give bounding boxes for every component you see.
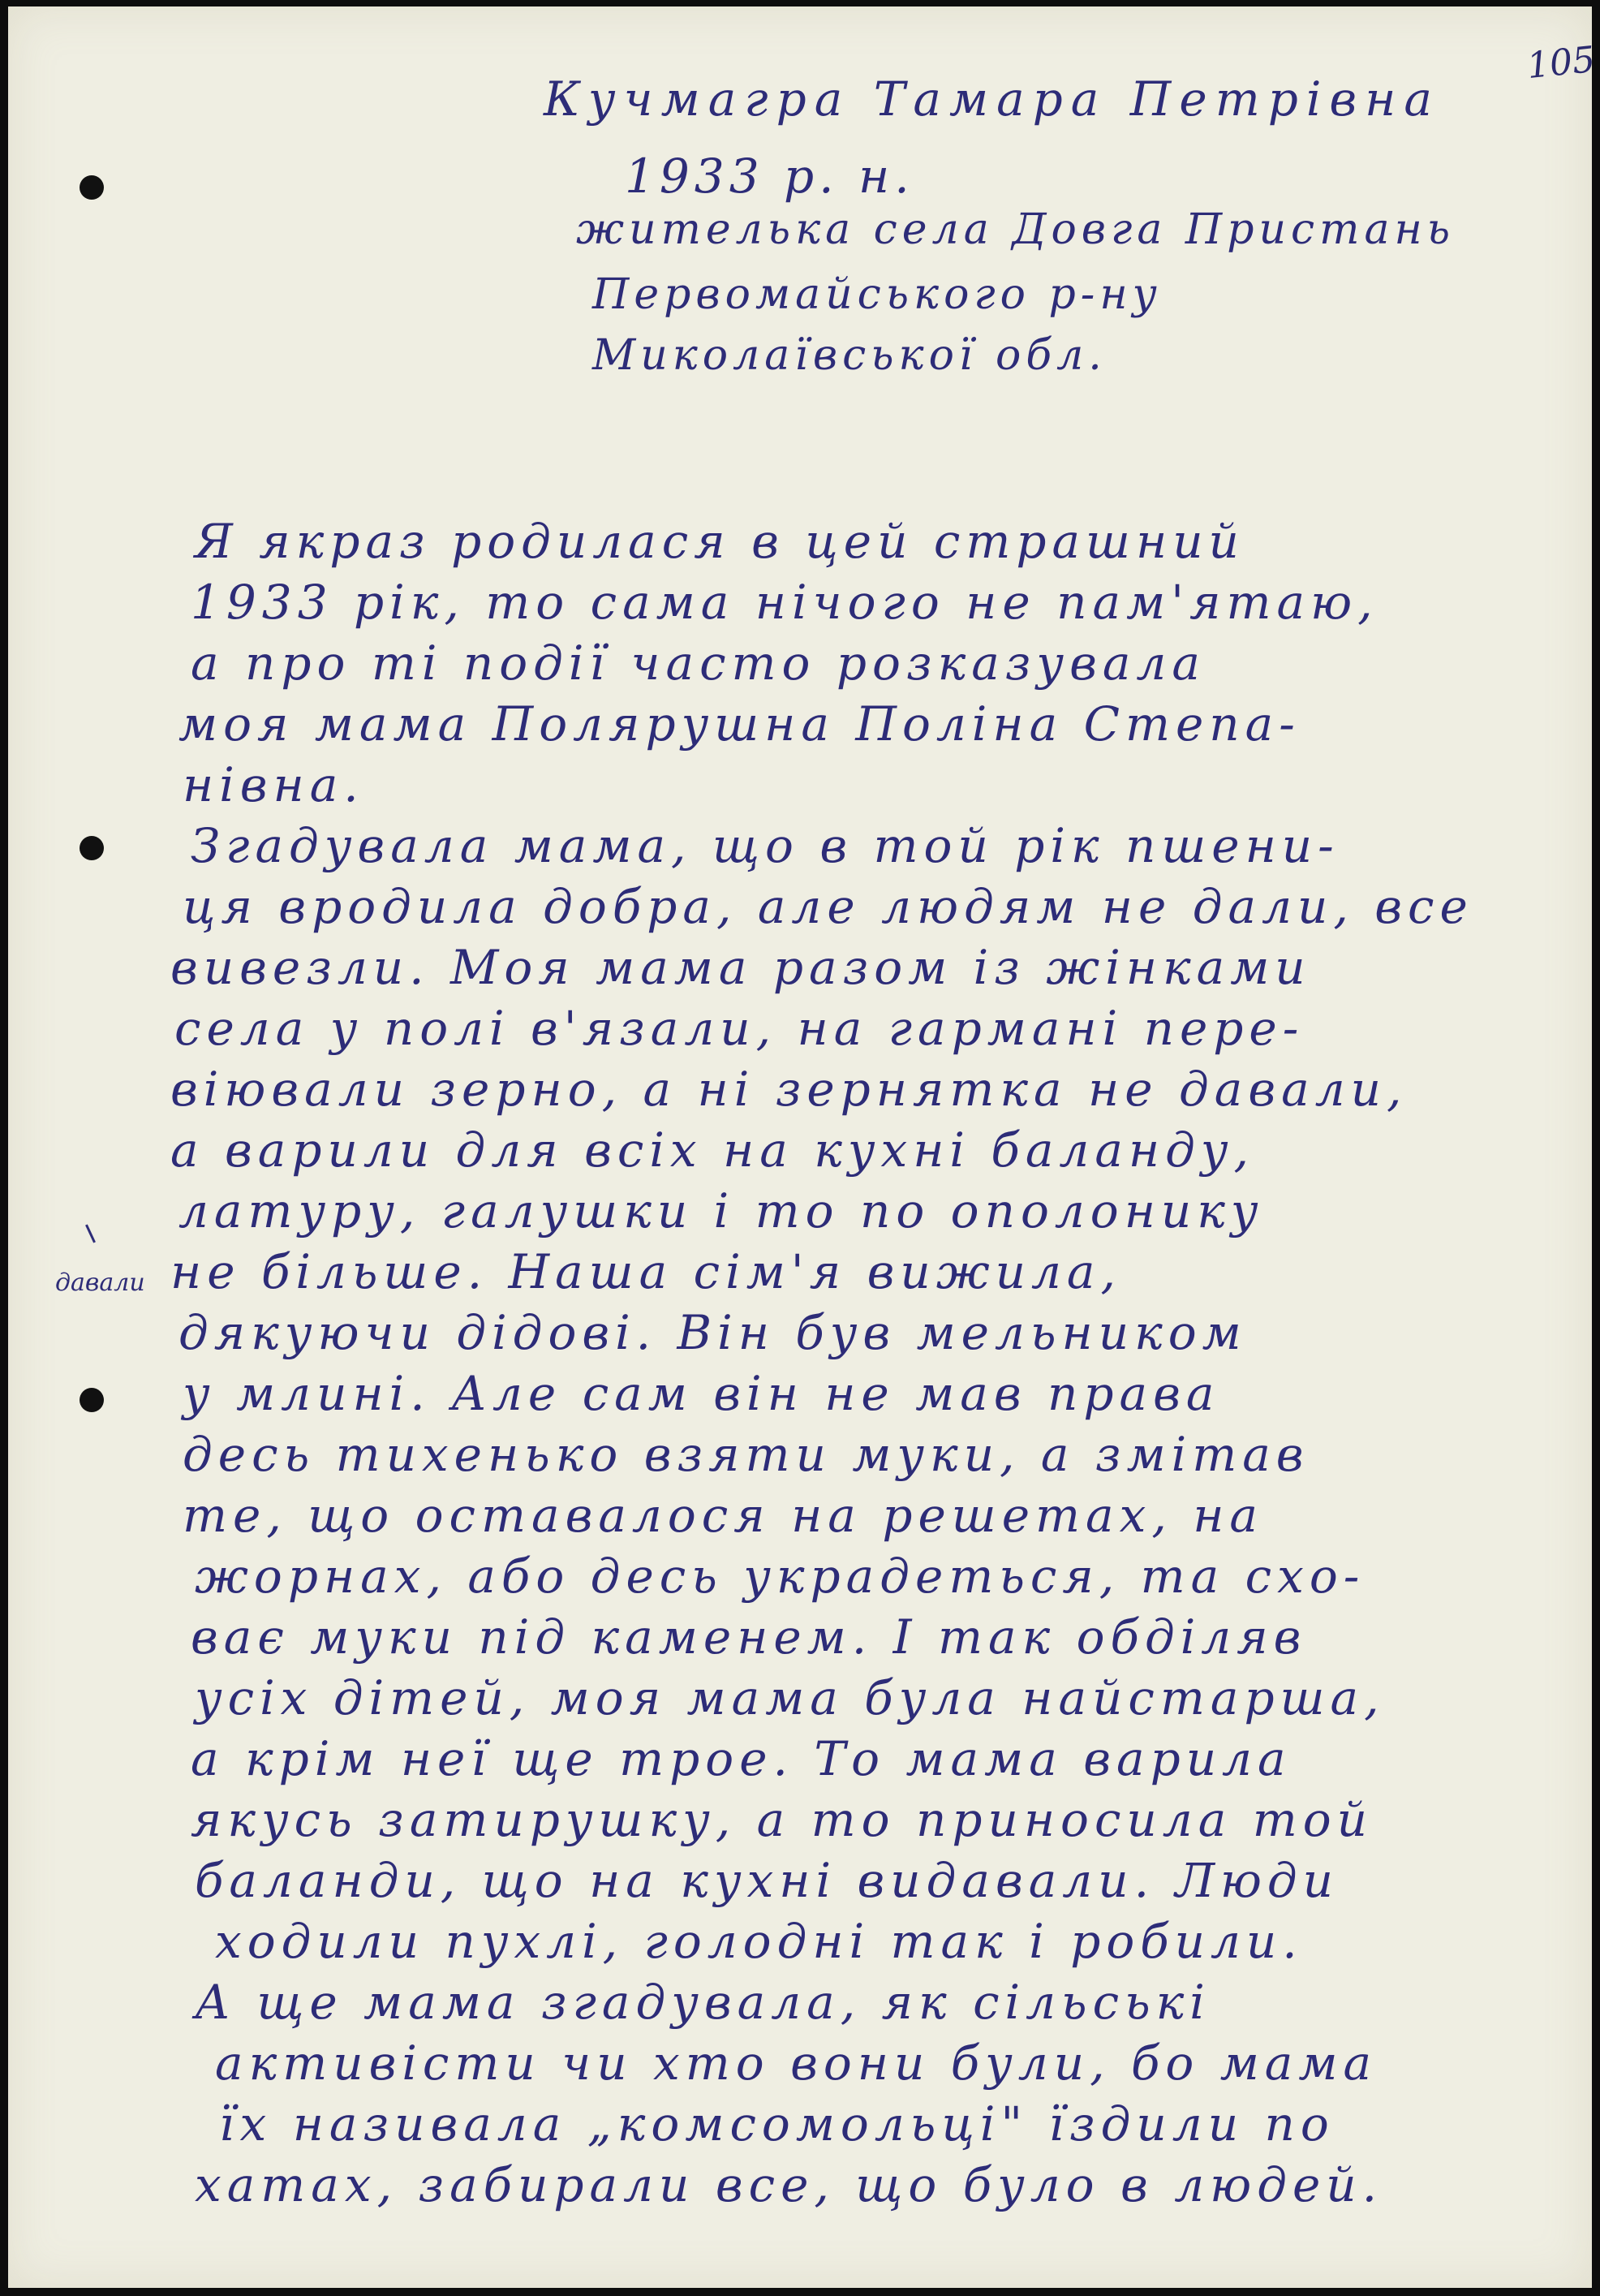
body-line: моя мама Полярушна Поліна Степа- (178, 696, 1301, 752)
residence-line-2: Первомайського р-ну (592, 270, 1162, 319)
body-line: хатах, забирали все, що було в людей. (195, 2157, 1383, 2212)
page-number: 105 (1525, 38, 1598, 88)
document-page (8, 6, 1598, 2288)
body-line: їх називала „комсомольці" їздили по (219, 2096, 1335, 2152)
body-line: те, що оставалося на решетах, на (183, 1488, 1263, 1543)
residence-line-3: Миколаївської обл. (592, 331, 1107, 380)
author-name: Кучмагра Тамара Петрівна (544, 71, 1440, 127)
body-line: ця вродила добра, але людям не дали, все (183, 879, 1473, 934)
body-line: у млині. Але сам він не мав права (183, 1366, 1220, 1421)
margin-tick-mark (85, 1224, 96, 1243)
body-line: баланди, що на кухні видавали. Люди (195, 1853, 1340, 1908)
binder-hole-top (80, 175, 104, 200)
body-line: не більше. Наша сім'я вижила, (170, 1244, 1121, 1299)
binder-hole-lower (80, 1388, 104, 1412)
body-line: якусь затирушку, а то приносила той (191, 1792, 1373, 1847)
body-line: жорнах, або десь украдеться, та схо- (195, 1549, 1366, 1604)
birth-year: 1933 р. н. (625, 149, 914, 204)
body-line: а крім неї ще трое. То мама варила (191, 1731, 1292, 1786)
body-line: А ще мама згадувала, як сільські (195, 1975, 1211, 2030)
body-line: десь тихенько взяти муки, а змітав (183, 1427, 1310, 1482)
body-line: латуру, галушки і то по ополонику (178, 1183, 1264, 1238)
body-line: активісти чи хто вони були, бо мама (215, 2035, 1378, 2091)
body-line: а про ті події часто розказувала (191, 635, 1206, 691)
residence-line-1: жителька села Довга Пристань (576, 205, 1456, 254)
body-line: ходили пухлі, голодні так і робили. (215, 1914, 1303, 1969)
body-line: віювали зерно, а ні зернятка не давали, (170, 1062, 1408, 1117)
binder-hole-middle (80, 836, 104, 860)
body-line: дякуючи дідові. Він був мельником (178, 1305, 1247, 1360)
margin-note: давали (55, 1269, 145, 1297)
body-line: нівна. (183, 757, 364, 812)
body-line: а варили для всіх на кухні баланду, (170, 1122, 1254, 1178)
body-line: Я якраз родилася в цей страшний (195, 514, 1245, 569)
body-line: вивезли. Моя мама разом із жінками (170, 940, 1311, 995)
body-line: усіх дітей, моя мама була найстарша, (195, 1670, 1385, 1725)
body-line: ває муки під каменем. І так обділяв (191, 1609, 1307, 1665)
body-line: села у полі в'язали, на гармані пере- (174, 1001, 1305, 1056)
body-line: 1933 рік, то сама нічого не пам'ятаю, (191, 575, 1378, 630)
body-line: Згадувала мама, що в той рік пшени- (191, 818, 1340, 873)
